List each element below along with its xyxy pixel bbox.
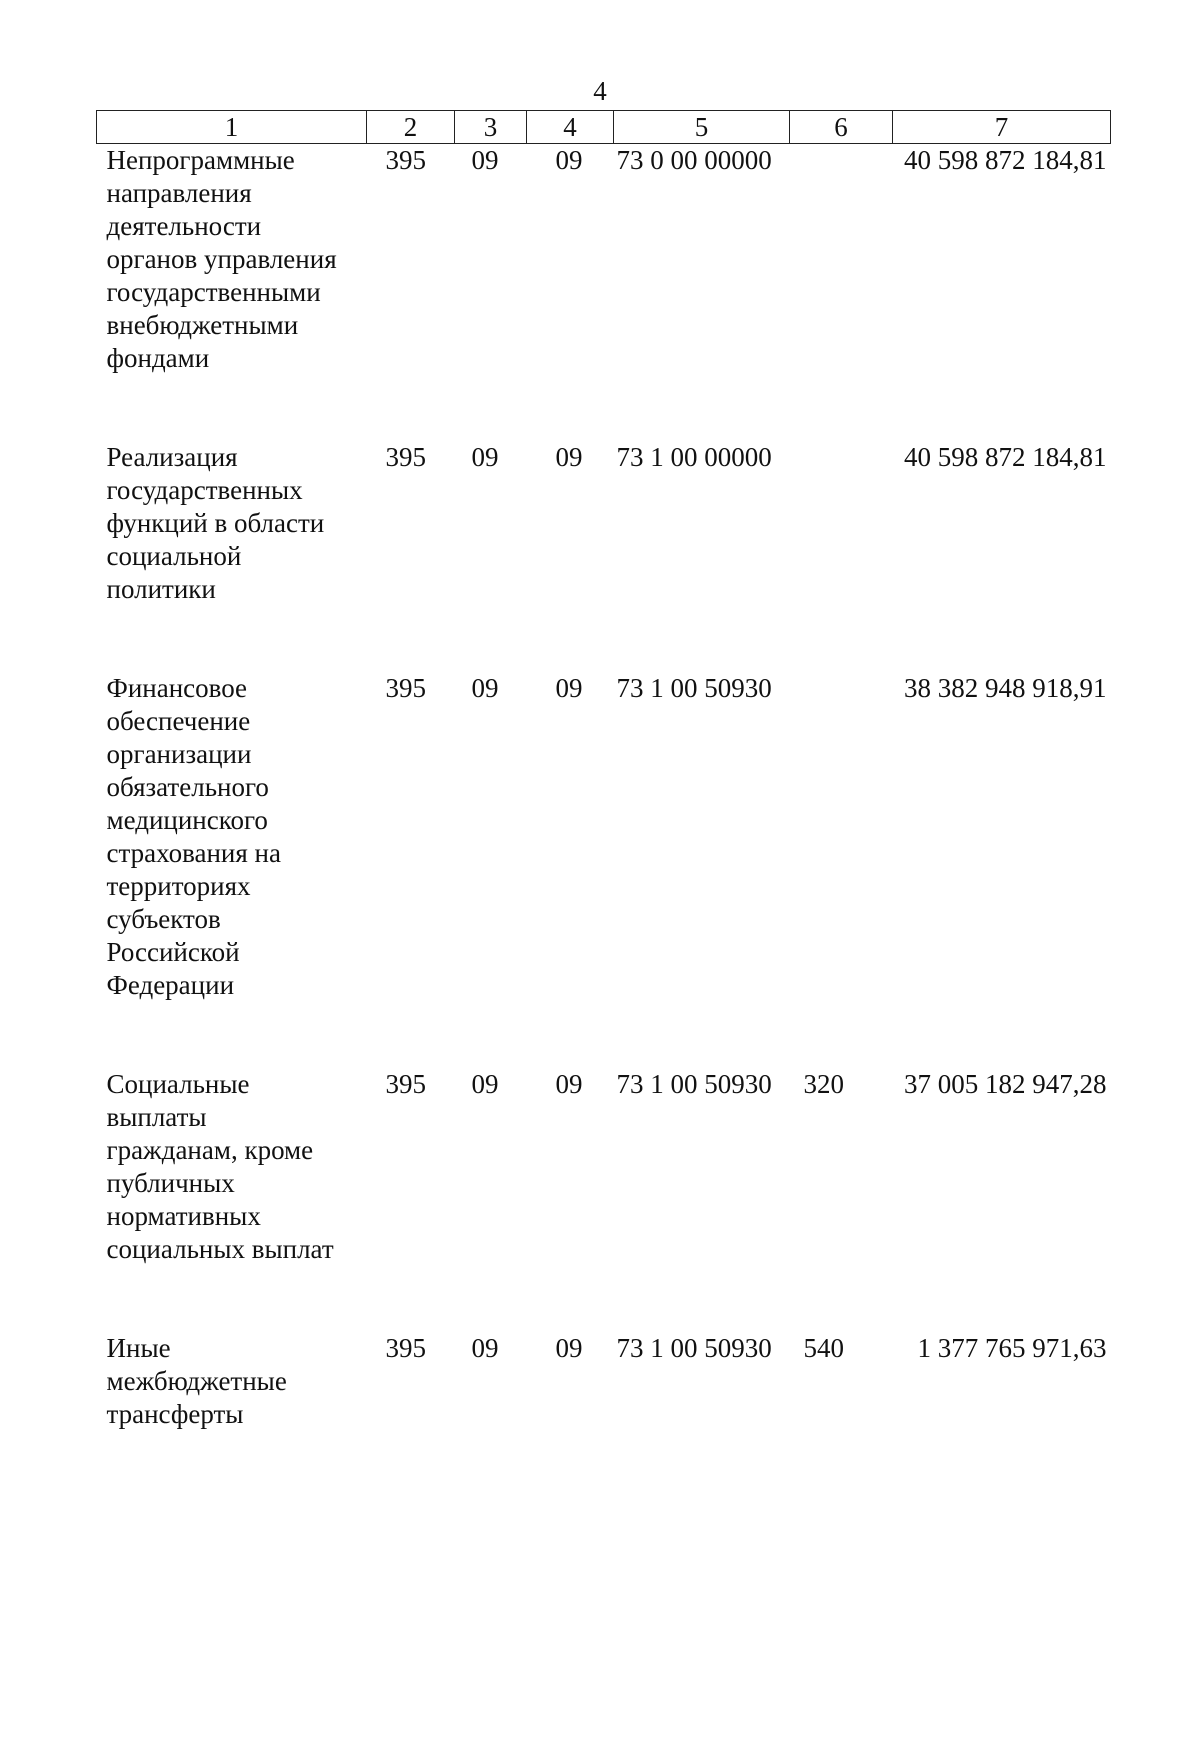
amount-cell: 38 382 948 918,91 bbox=[904, 673, 1107, 703]
subsection-code-cell: 09 bbox=[555, 1069, 583, 1099]
section-code-cell: 09 bbox=[471, 145, 499, 175]
column-header: 4 bbox=[527, 111, 614, 144]
row-name-line: Финансовое bbox=[106, 673, 248, 703]
column-header: 3 bbox=[455, 111, 527, 144]
section-code-cell: 09 bbox=[471, 1069, 499, 1099]
row-name-cell bbox=[97, 672, 367, 1068]
ministry-code-cell: 395 bbox=[385, 673, 426, 703]
target-article-cell: 73 1 00 00000 bbox=[616, 442, 772, 472]
row-name-line: Реализация bbox=[106, 442, 238, 472]
target-article-cell: 73 1 00 50930 bbox=[616, 1069, 772, 1099]
amount-cell: 40 598 872 184,81 bbox=[904, 442, 1107, 472]
row-name-line: обязательного bbox=[106, 772, 269, 802]
page-number: 4 bbox=[593, 76, 607, 106]
row-name-cell bbox=[97, 1332, 367, 1431]
row-name-cell bbox=[97, 441, 367, 672]
row-name-line: направления bbox=[106, 178, 252, 208]
amount-cell: 37 005 182 947,28 bbox=[904, 1069, 1107, 1099]
row-name-line: трансферты bbox=[106, 1399, 244, 1429]
row-name-line: организации bbox=[106, 739, 252, 769]
row-name-line: Российской bbox=[106, 937, 240, 967]
table-row bbox=[97, 1068, 1111, 1332]
row-name-line: политики bbox=[106, 574, 216, 604]
row-name-line: территориях bbox=[106, 871, 251, 901]
section-code-cell: 09 bbox=[471, 1333, 499, 1363]
row-name-line: Социальные bbox=[106, 1069, 250, 1099]
row-name-line: Непрограммные bbox=[106, 145, 295, 175]
expense-type-cell bbox=[790, 144, 893, 442]
row-name-line: обеспечение bbox=[106, 706, 251, 736]
ministry-code-cell: 395 bbox=[385, 442, 426, 472]
section-code-cell: 09 bbox=[471, 673, 499, 703]
subsection-code-cell: 09 bbox=[555, 673, 583, 703]
amount-cell: 40 598 872 184,81 bbox=[904, 145, 1107, 175]
target-article-cell: 73 0 00 00000 bbox=[616, 145, 772, 175]
row-name-line: Федерации bbox=[106, 970, 235, 1000]
row-name-line: социальных выплат bbox=[106, 1234, 334, 1264]
row-name-line: государственными bbox=[106, 277, 321, 307]
row-name-line: гражданам, кроме bbox=[106, 1135, 314, 1165]
ministry-code-cell: 395 bbox=[385, 1333, 426, 1363]
target-article-cell: 73 1 00 50930 bbox=[616, 673, 772, 703]
row-name-line: выплаты bbox=[106, 1102, 207, 1132]
subsection-code-cell: 09 bbox=[555, 145, 583, 175]
target-article-cell: 73 1 00 50930 bbox=[616, 1333, 772, 1363]
expense-type-cell: 320 bbox=[803, 1069, 844, 1099]
budget-table bbox=[96, 110, 1111, 1431]
row-name-line: нормативных bbox=[106, 1201, 261, 1231]
amount-cell: 1 377 765 971,63 bbox=[917, 1333, 1107, 1363]
row-name-line: Иные bbox=[106, 1333, 171, 1363]
row-name-cell bbox=[97, 144, 367, 442]
expense-type-cell bbox=[790, 672, 893, 1068]
row-name-line: медицинского bbox=[106, 805, 268, 835]
header-row bbox=[97, 111, 1111, 144]
table-row bbox=[97, 1332, 1111, 1431]
table-row bbox=[97, 672, 1111, 1068]
row-name-line: страхования на bbox=[106, 838, 281, 868]
row-name-cell bbox=[97, 1068, 367, 1332]
row-name-line: государственных bbox=[106, 475, 303, 505]
row-name-line: деятельности bbox=[106, 211, 262, 241]
row-name-line: межбюджетные bbox=[106, 1366, 287, 1396]
expense-type-cell: 540 bbox=[803, 1333, 844, 1363]
table-row bbox=[97, 144, 1111, 442]
row-name-line: внебюджетными bbox=[106, 310, 299, 340]
ministry-code-cell: 395 bbox=[385, 1069, 426, 1099]
subsection-code-cell: 09 bbox=[555, 1333, 583, 1363]
column-header: 6 bbox=[790, 111, 893, 144]
column-header: 5 bbox=[614, 111, 790, 144]
row-name-line: публичных bbox=[106, 1168, 235, 1198]
column-header: 1 bbox=[97, 111, 367, 144]
row-name-line: фондами bbox=[106, 343, 210, 373]
row-name-line: субъектов bbox=[106, 904, 221, 934]
row-name-line: органов управления bbox=[106, 244, 337, 274]
row-name-line: функций в области bbox=[106, 508, 325, 538]
ministry-code-cell: 395 bbox=[385, 145, 426, 175]
row-name-line: социальной bbox=[106, 541, 242, 571]
table-row bbox=[97, 441, 1111, 672]
subsection-code-cell: 09 bbox=[555, 442, 583, 472]
expense-type-cell bbox=[790, 441, 893, 672]
section-code-cell: 09 bbox=[471, 442, 499, 472]
column-header: 7 bbox=[893, 111, 1111, 144]
column-header: 2 bbox=[367, 111, 455, 144]
